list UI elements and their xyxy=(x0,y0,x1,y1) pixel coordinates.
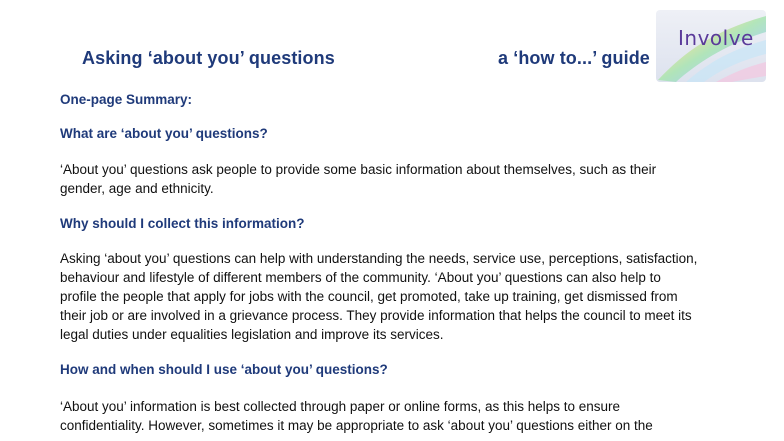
text-line: profile the people that apply for jobs with the council, get promoted, take up training, get dismissed from xyxy=(60,289,678,304)
text-line: legal duties under equalities legislation and improve its services. xyxy=(60,327,444,342)
summary-heading: One-page Summary: xyxy=(60,92,193,107)
text-line: behaviour and lifestyle of different members of the community. ‘About you’ questions can also help to xyxy=(60,270,661,285)
text-line: ‘About you’ information is best collected through paper or online forms, as this helps to ensure xyxy=(60,399,621,414)
section-body-what xyxy=(60,160,750,198)
logo-wordmark: Involve xyxy=(678,26,754,50)
text-line: gender, age and ethnicity. xyxy=(60,181,214,196)
text-line: Asking ‘about you’ questions can help with understanding the needs, service use, perceptions, satisfaction, xyxy=(60,251,698,266)
section-heading-why: Why should I collect this information? xyxy=(60,216,305,231)
text-line: ‘About you’ questions ask people to provide some basic information about themselves, such as their xyxy=(60,162,657,177)
document-subtitle: a ‘how to...’ guide xyxy=(498,48,650,68)
rainbow-logo-graphic xyxy=(656,10,770,94)
section-heading-how: How and when should I use ‘about you’ questions? xyxy=(60,362,388,377)
section-body-why xyxy=(60,249,750,344)
section-heading-what: What are ‘about you’ questions? xyxy=(60,126,268,141)
text-line: their job or are involved in a grievance process. They provide information that helps the council to meet its xyxy=(60,308,692,323)
text-line: confidentiality. However, sometimes it may be appropriate to ask ‘about you’ questions either on the xyxy=(60,418,653,433)
document-title: Asking ‘about you’ questions xyxy=(82,48,335,68)
involve-logo xyxy=(656,10,770,94)
section-body-how xyxy=(60,397,750,435)
